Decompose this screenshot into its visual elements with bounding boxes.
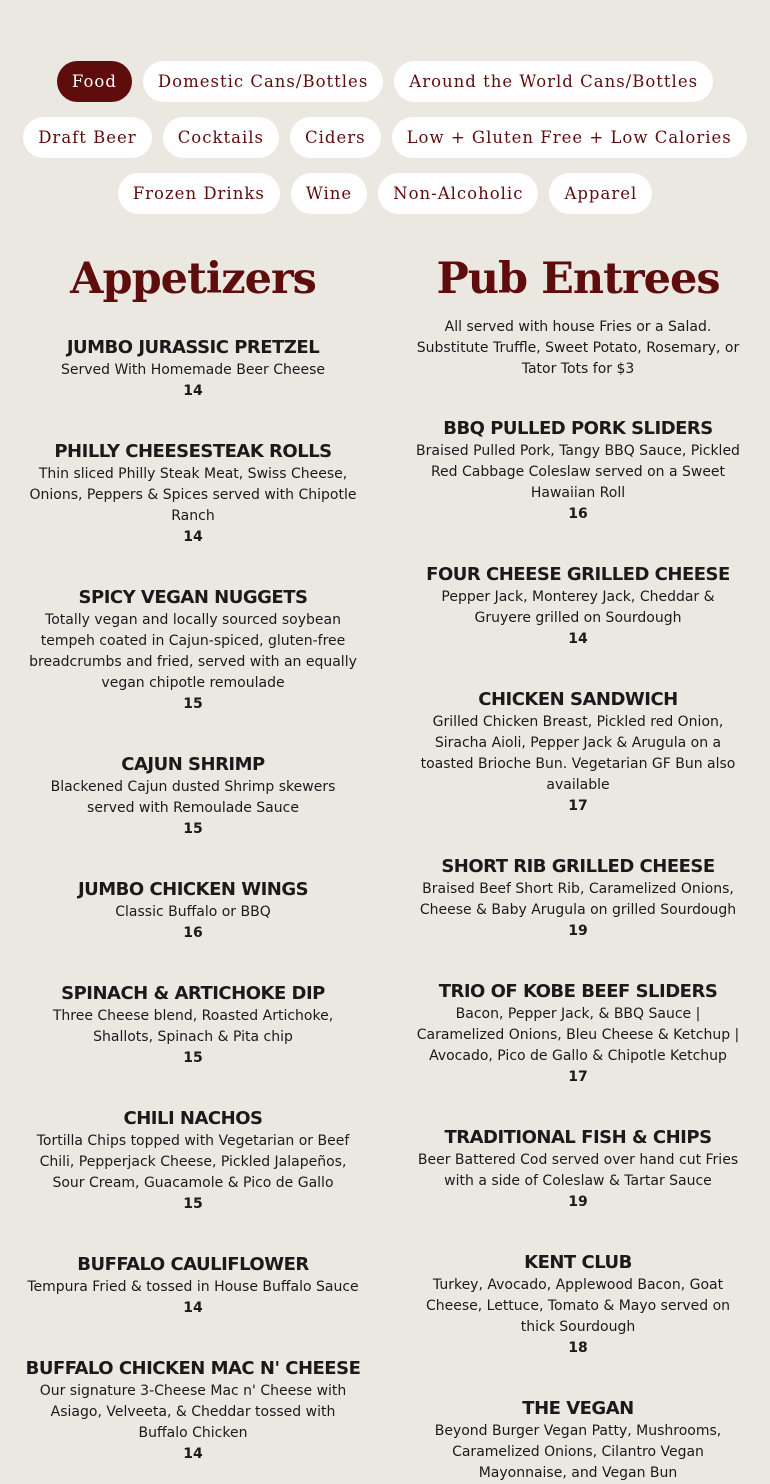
menu-item bbox=[23, 1253, 363, 1319]
appetizers-title: Appetizers bbox=[70, 254, 316, 304]
menu-item-description: Turkey, Avocado, Applewood Bacon, Goat Cheese, Lettuce, Tomato & Mayo served on thick Sourdough bbox=[425, 1277, 731, 1335]
tab-row-1 bbox=[0, 61, 770, 102]
tab-cocktails[interactable]: Cocktails bbox=[163, 117, 279, 158]
menu-item bbox=[408, 417, 748, 525]
menu-item-description: Served With Homemade Beer Cheese bbox=[60, 362, 326, 378]
menu-item bbox=[23, 586, 363, 715]
menu-item bbox=[408, 980, 748, 1088]
entrees-column bbox=[408, 252, 748, 1484]
category-tabs bbox=[0, 61, 770, 229]
menu-item bbox=[408, 1251, 748, 1359]
menu-item-name: FOUR CHEESE GRILLED CHEESE bbox=[426, 564, 730, 585]
menu-item-name: KENT CLUB bbox=[524, 1252, 632, 1273]
menu-item bbox=[408, 1397, 748, 1484]
menu-item-price: 15 bbox=[183, 1050, 203, 1066]
menu-item-name: BUFFALO CAULIFLOWER bbox=[77, 1254, 309, 1275]
menu-item-price: 19 bbox=[568, 1194, 588, 1210]
tab-apparel[interactable]: Apparel bbox=[549, 173, 652, 214]
appetizers-column bbox=[23, 252, 363, 1465]
menu-item-description: Pepper Jack, Monterey Jack, Cheddar & Gruyere grilled on Sourdough bbox=[441, 589, 715, 626]
entrees-intro: All served with house Fries or a Salad. Substitute Truffle, Sweet Potato, Rosemary, or Tator Tots for $3 bbox=[416, 319, 740, 377]
tab-row-3 bbox=[0, 173, 770, 214]
menu-item-description: Classic Buffalo or BBQ bbox=[115, 904, 271, 920]
menu-item-name: SHORT RIB GRILLED CHEESE bbox=[441, 856, 715, 877]
menu-item-description: Tempura Fried & tossed in House Buffalo Sauce bbox=[27, 1279, 359, 1295]
menu-item-price: 16 bbox=[183, 925, 203, 941]
appetizers-list bbox=[23, 336, 363, 1465]
menu-item-description: Beer Battered Cod served over hand cut Fries with a side of Coleslaw & Tartar Sauce bbox=[417, 1152, 739, 1189]
menu-item-price: 19 bbox=[568, 923, 588, 939]
menu-item-name: PHILLY CHEESESTEAK ROLLS bbox=[54, 441, 332, 462]
menu-item bbox=[23, 1357, 363, 1465]
menu-item-name: BBQ PULLED PORK SLIDERS bbox=[443, 418, 713, 439]
menu-item-description: Bacon, Pepper Jack, & BBQ Sauce | Caramelized Onions, Bleu Cheese & Ketchup | Avocado, Pico de Gallo & Chipotle Ketchup bbox=[416, 1006, 740, 1064]
menu-item bbox=[408, 855, 748, 942]
menu-item-description: Braised Pulled Pork, Tangy BBQ Sauce, Pickled Red Cabbage Coleslaw served on a Sweet Hawaiian Roll bbox=[416, 443, 740, 501]
menu-item-description: Three Cheese blend, Roasted Artichoke, Shallots, Spinach & Pita chip bbox=[52, 1008, 334, 1045]
menu-item-price: 14 bbox=[183, 529, 203, 545]
menu-item-price: 14 bbox=[568, 631, 588, 647]
menu-item-description: Braised Beef Short Rib, Caramelized Onions, Cheese & Baby Arugula on grilled Sourdough bbox=[419, 881, 737, 918]
menu-item-name: THE VEGAN bbox=[522, 1398, 634, 1419]
menu-item-price: 15 bbox=[183, 696, 203, 712]
menu-item-price: 17 bbox=[568, 798, 588, 814]
menu-item-name: CHICKEN SANDWICH bbox=[478, 689, 678, 710]
menu-item-price: 15 bbox=[183, 821, 203, 837]
tab-wine[interactable]: Wine bbox=[291, 173, 367, 214]
menu-item-name: SPICY VEGAN NUGGETS bbox=[78, 587, 308, 608]
menu-item bbox=[408, 688, 748, 817]
menu-item-description: Totally vegan and locally sourced soybean tempeh coated in Cajun-spiced, gluten-free breadcrumbs and fried, served with an equally vegan chipotle remoulade bbox=[29, 612, 357, 691]
menu-item-name: TRADITIONAL FISH & CHIPS bbox=[444, 1127, 712, 1148]
tab-food[interactable]: Food bbox=[57, 61, 132, 102]
menu-item bbox=[23, 982, 363, 1069]
menu-item-name: TRIO OF KOBE BEEF SLIDERS bbox=[438, 981, 718, 1002]
tab-row-2 bbox=[0, 117, 770, 158]
tab-around-the-world-cans-bottles[interactable]: Around the World Cans/Bottles bbox=[394, 61, 713, 102]
tab-low-gluten-free[interactable]: Low + Gluten Free + Low Calories bbox=[392, 117, 747, 158]
menu-item-name: CAJUN SHRIMP bbox=[121, 754, 265, 775]
entrees-title: Pub Entrees bbox=[436, 254, 720, 304]
entrees-list bbox=[408, 417, 748, 1484]
menu-item bbox=[408, 563, 748, 650]
menu-item-name: SPINACH & ARTICHOKE DIP bbox=[61, 983, 325, 1004]
menu-item bbox=[23, 1107, 363, 1215]
menu-item bbox=[23, 878, 363, 944]
menu-item-price: 18 bbox=[568, 1340, 588, 1356]
menu-item-description: Blackened Cajun dusted Shrimp skewers served with Remoulade Sauce bbox=[50, 779, 336, 816]
menu-item-name: JUMBO CHICKEN WINGS bbox=[77, 879, 309, 900]
menu-item-name: BUFFALO CHICKEN MAC N' CHEESE bbox=[25, 1358, 361, 1379]
menu-item-description: Thin sliced Philly Steak Meat, Swiss Cheese, Onions, Peppers & Spices served with Chipotle Ranch bbox=[29, 466, 357, 524]
menu-item-price: 15 bbox=[183, 1196, 203, 1212]
menu-item-price: 14 bbox=[183, 1446, 203, 1462]
menu-item-description: Our signature 3-Cheese Mac n' Cheese with Asiago, Velveeta, & Cheddar tossed with Buffalo Chicken bbox=[39, 1383, 347, 1441]
menu-item-price: 14 bbox=[183, 1300, 203, 1316]
menu-item-description: Tortilla Chips topped with Vegetarian or Beef Chili, Pepperjack Cheese, Pickled Jalapeños, Sour Cream, Guacamole & Pico de Gallo bbox=[36, 1133, 350, 1191]
tab-domestic-cans-bottles[interactable]: Domestic Cans/Bottles bbox=[143, 61, 383, 102]
menu-item-price: 17 bbox=[568, 1069, 588, 1085]
menu-item bbox=[23, 336, 363, 402]
menu-item-price: 16 bbox=[568, 506, 588, 522]
menu-item-name: CHILI NACHOS bbox=[123, 1108, 263, 1129]
menu-item-description: Beyond Burger Vegan Patty, Mushrooms, Caramelized Onions, Cilantro Vegan Mayonnaise, and Vegan Bun bbox=[434, 1423, 722, 1481]
menu-item-name: JUMBO JURASSIC PRETZEL bbox=[66, 337, 320, 358]
menu-item bbox=[23, 753, 363, 840]
tab-non-alcoholic[interactable]: Non-Alcoholic bbox=[378, 173, 538, 214]
tab-frozen-drinks[interactable]: Frozen Drinks bbox=[118, 173, 280, 214]
menu-item-description: Grilled Chicken Breast, Pickled red Onion, Siracha Aioli, Pepper Jack & Arugula on a toasted Brioche Bun. Vegetarian GF Bun also available bbox=[420, 714, 736, 793]
tab-ciders[interactable]: Ciders bbox=[290, 117, 381, 158]
menu-item-price: 14 bbox=[183, 383, 203, 399]
menu-item bbox=[23, 440, 363, 548]
tab-draft-beer[interactable]: Draft Beer bbox=[23, 117, 151, 158]
menu-item bbox=[408, 1126, 748, 1213]
